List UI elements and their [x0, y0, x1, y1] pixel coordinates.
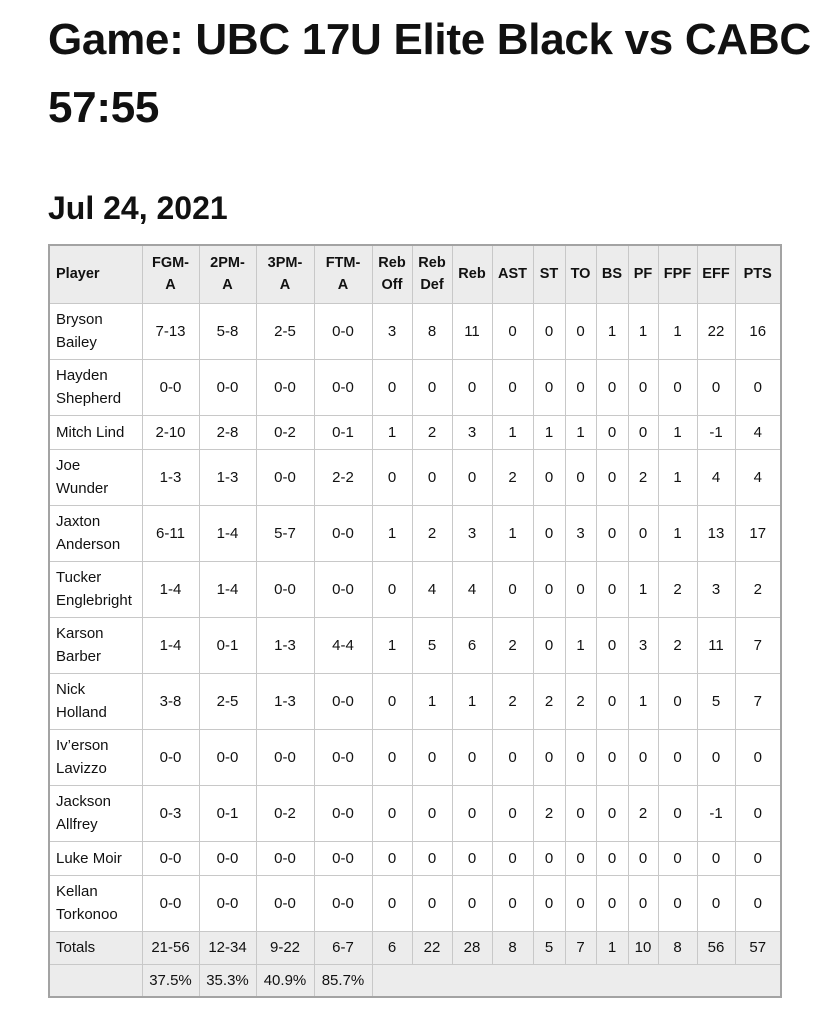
stat-cell-reb-def: 0 [412, 785, 452, 841]
total-cell-st: 5 [533, 931, 565, 964]
stat-cell-eff: 5 [697, 673, 735, 729]
table-body [49, 303, 781, 997]
stat-cell-2pm-a: 1-3 [199, 449, 256, 505]
table-row [49, 785, 781, 841]
stat-cell-reb-def: 5 [412, 617, 452, 673]
column-header-reb-def: Reb Def [412, 245, 452, 303]
stat-cell-reb-off: 0 [372, 841, 412, 875]
box-score-table [48, 244, 782, 998]
stat-cell-pf: 1 [628, 303, 658, 359]
stat-cell-fgm-a: 7-13 [142, 303, 199, 359]
stat-cell-to: 3 [565, 505, 596, 561]
table-header [49, 245, 781, 303]
stat-cell-to: 1 [565, 415, 596, 449]
stat-cell-2pm-a: 0-0 [199, 875, 256, 931]
stat-cell-bs: 0 [596, 359, 628, 415]
stat-cell-st: 0 [533, 505, 565, 561]
stat-cell-2pm-a: 0-0 [199, 359, 256, 415]
stat-cell-fgm-a: 6-11 [142, 505, 199, 561]
stat-cell-ast: 0 [492, 841, 533, 875]
total-cell-2pm-a: 12-34 [199, 931, 256, 964]
stat-cell-reb: 0 [452, 785, 492, 841]
pct-cell-3pm-a: 40.9% [256, 964, 314, 997]
player-name: Karson Barber [49, 617, 142, 673]
table-row [49, 303, 781, 359]
stat-cell-reb: 0 [452, 449, 492, 505]
table-row [49, 617, 781, 673]
player-name: Mitch Lind [49, 415, 142, 449]
stat-cell-ftm-a: 0-0 [314, 729, 372, 785]
stat-cell-reb-def: 0 [412, 875, 452, 931]
stat-cell-reb-def: 1 [412, 673, 452, 729]
stat-cell-reb-off: 1 [372, 505, 412, 561]
column-header-to: TO [565, 245, 596, 303]
stat-cell-to: 0 [565, 449, 596, 505]
stat-cell-eff: 13 [697, 505, 735, 561]
stat-cell-st: 2 [533, 785, 565, 841]
stat-cell-reb: 0 [452, 359, 492, 415]
percentage-row [49, 964, 781, 997]
table-row [49, 561, 781, 617]
column-header-3pm-a: 3PM- A [256, 245, 314, 303]
stat-cell-pts: 7 [735, 673, 781, 729]
total-cell-fgm-a: 21-56 [142, 931, 199, 964]
stat-cell-reb: 0 [452, 729, 492, 785]
stat-cell-pf: 0 [628, 359, 658, 415]
column-header-st: ST [533, 245, 565, 303]
stat-cell-fpf: 0 [658, 359, 697, 415]
stat-cell-reb-def: 0 [412, 359, 452, 415]
stat-cell-reb: 6 [452, 617, 492, 673]
column-header-reb: Reb [452, 245, 492, 303]
stat-cell-reb: 0 [452, 875, 492, 931]
player-name: Jaxton Anderson [49, 505, 142, 561]
stat-cell-bs: 0 [596, 673, 628, 729]
stat-cell-st: 0 [533, 561, 565, 617]
table-row [49, 415, 781, 449]
stat-cell-pts: 2 [735, 561, 781, 617]
stat-cell-fgm-a: 1-4 [142, 561, 199, 617]
column-header-ftm-a: FTM- A [314, 245, 372, 303]
stat-cell-fgm-a: 0-0 [142, 841, 199, 875]
table-row [49, 505, 781, 561]
stat-cell-fgm-a: 1-4 [142, 617, 199, 673]
column-header-pts: PTS [735, 245, 781, 303]
totals-row [49, 931, 781, 964]
stat-cell-pf: 1 [628, 673, 658, 729]
stat-cell-to: 0 [565, 785, 596, 841]
total-cell-fpf: 8 [658, 931, 697, 964]
stat-cell-fpf: 1 [658, 505, 697, 561]
stat-cell-fgm-a: 3-8 [142, 673, 199, 729]
total-cell-reb-def: 22 [412, 931, 452, 964]
stat-cell-3pm-a: 1-3 [256, 617, 314, 673]
stat-cell-ast: 1 [492, 505, 533, 561]
column-header-reb-off: Reb Off [372, 245, 412, 303]
stat-cell-3pm-a: 0-2 [256, 415, 314, 449]
stat-cell-reb-off: 0 [372, 359, 412, 415]
pct-cell-fgm-a: 37.5% [142, 964, 199, 997]
stat-cell-3pm-a: 5-7 [256, 505, 314, 561]
stat-cell-reb: 0 [452, 841, 492, 875]
stat-cell-fgm-a: 0-3 [142, 785, 199, 841]
stat-cell-pf: 2 [628, 449, 658, 505]
stat-cell-reb-off: 0 [372, 875, 412, 931]
stat-cell-to: 0 [565, 875, 596, 931]
stat-cell-2pm-a: 0-1 [199, 617, 256, 673]
stat-cell-to: 0 [565, 561, 596, 617]
stat-cell-pts: 0 [735, 841, 781, 875]
total-cell-pts: 57 [735, 931, 781, 964]
stat-cell-pf: 0 [628, 875, 658, 931]
stat-cell-eff: 3 [697, 561, 735, 617]
column-header-bs: BS [596, 245, 628, 303]
stat-cell-bs: 0 [596, 415, 628, 449]
stat-cell-ast: 2 [492, 617, 533, 673]
total-cell-reb-off: 6 [372, 931, 412, 964]
stat-cell-reb-off: 3 [372, 303, 412, 359]
stat-cell-bs: 0 [596, 561, 628, 617]
stat-cell-to: 0 [565, 303, 596, 359]
column-header-player: Player [49, 245, 142, 303]
stat-cell-fpf: 0 [658, 673, 697, 729]
player-name: Kellan Torkonoo [49, 875, 142, 931]
column-header-eff: EFF [697, 245, 735, 303]
stat-cell-pf: 0 [628, 841, 658, 875]
stat-cell-3pm-a: 0-0 [256, 729, 314, 785]
stat-cell-ftm-a: 2-2 [314, 449, 372, 505]
pct-cell-ftm-a: 85.7% [314, 964, 372, 997]
stat-cell-fpf: 1 [658, 449, 697, 505]
page-title: Game: UBC 17U Elite Black vs CABC 57:55 [48, 15, 811, 132]
stat-cell-2pm-a: 1-4 [199, 561, 256, 617]
stat-cell-bs: 0 [596, 729, 628, 785]
stat-cell-reb-def: 0 [412, 841, 452, 875]
stat-cell-reb-def: 2 [412, 415, 452, 449]
stat-cell-ast: 2 [492, 673, 533, 729]
column-header-fgm-a: FGM- A [142, 245, 199, 303]
stat-cell-2pm-a: 5-8 [199, 303, 256, 359]
stat-cell-pts: 17 [735, 505, 781, 561]
stat-cell-fpf: 2 [658, 561, 697, 617]
stat-cell-ast: 0 [492, 875, 533, 931]
player-name: Nick Holland [49, 673, 142, 729]
stat-cell-reb-off: 1 [372, 617, 412, 673]
stat-cell-reb-off: 1 [372, 415, 412, 449]
stat-cell-pf: 0 [628, 729, 658, 785]
stat-cell-pts: 4 [735, 449, 781, 505]
stat-cell-reb-off: 0 [372, 449, 412, 505]
column-header-pf: PF [628, 245, 658, 303]
stat-cell-reb-off: 0 [372, 561, 412, 617]
stat-cell-ast: 0 [492, 359, 533, 415]
stat-cell-eff: 22 [697, 303, 735, 359]
stat-cell-3pm-a: 0-2 [256, 785, 314, 841]
stat-cell-st: 0 [533, 875, 565, 931]
stat-cell-st: 0 [533, 359, 565, 415]
stat-cell-2pm-a: 0-0 [199, 841, 256, 875]
stat-cell-ast: 0 [492, 561, 533, 617]
stat-cell-pf: 0 [628, 505, 658, 561]
stat-cell-reb: 1 [452, 673, 492, 729]
total-cell-3pm-a: 9-22 [256, 931, 314, 964]
stat-cell-3pm-a: 0-0 [256, 841, 314, 875]
stat-cell-pts: 0 [735, 359, 781, 415]
stat-cell-ftm-a: 0-0 [314, 561, 372, 617]
stat-cell-eff: 0 [697, 875, 735, 931]
stat-cell-pf: 0 [628, 415, 658, 449]
stat-cell-to: 1 [565, 617, 596, 673]
stat-cell-to: 2 [565, 673, 596, 729]
stat-cell-pts: 0 [735, 729, 781, 785]
player-name: Luke Moir [49, 841, 142, 875]
stat-cell-reb-off: 0 [372, 729, 412, 785]
stat-cell-reb-def: 8 [412, 303, 452, 359]
total-cell-reb: 28 [452, 931, 492, 964]
stat-cell-ftm-a: 0-1 [314, 415, 372, 449]
stat-cell-pts: 0 [735, 875, 781, 931]
stat-cell-fpf: 0 [658, 785, 697, 841]
total-cell-eff: 56 [697, 931, 735, 964]
stat-cell-3pm-a: 0-0 [256, 875, 314, 931]
stat-cell-reb: 11 [452, 303, 492, 359]
stat-cell-st: 2 [533, 673, 565, 729]
stat-cell-ftm-a: 0-0 [314, 841, 372, 875]
total-cell-bs: 1 [596, 931, 628, 964]
stat-cell-st: 0 [533, 841, 565, 875]
stat-cell-fgm-a: 2-10 [142, 415, 199, 449]
total-cell-ast: 8 [492, 931, 533, 964]
stat-cell-pts: 4 [735, 415, 781, 449]
stat-cell-eff: -1 [697, 415, 735, 449]
column-header-2pm-a: 2PM- A [199, 245, 256, 303]
stat-cell-fpf: 0 [658, 841, 697, 875]
stat-cell-pf: 2 [628, 785, 658, 841]
stat-cell-ftm-a: 0-0 [314, 303, 372, 359]
pct-cell-2pm-a: 35.3% [199, 964, 256, 997]
stat-cell-st: 0 [533, 729, 565, 785]
stat-cell-reb-def: 0 [412, 729, 452, 785]
stat-cell-3pm-a: 0-0 [256, 449, 314, 505]
stat-cell-bs: 0 [596, 785, 628, 841]
stat-cell-2pm-a: 0-1 [199, 785, 256, 841]
player-name: Hayden Shepherd [49, 359, 142, 415]
stat-cell-fpf: 1 [658, 415, 697, 449]
stat-cell-eff: 4 [697, 449, 735, 505]
table-row [49, 449, 781, 505]
stat-cell-pf: 3 [628, 617, 658, 673]
stat-cell-ast: 1 [492, 415, 533, 449]
stat-cell-bs: 0 [596, 505, 628, 561]
stat-cell-fpf: 1 [658, 303, 697, 359]
stat-cell-2pm-a: 0-0 [199, 729, 256, 785]
stat-cell-fpf: 0 [658, 729, 697, 785]
stat-cell-eff: 0 [697, 729, 735, 785]
stat-cell-to: 0 [565, 359, 596, 415]
stat-cell-pts: 16 [735, 303, 781, 359]
stat-cell-bs: 0 [596, 875, 628, 931]
table-row [49, 729, 781, 785]
stat-cell-ftm-a: 0-0 [314, 505, 372, 561]
stat-cell-fgm-a: 0-0 [142, 729, 199, 785]
table-row [49, 673, 781, 729]
stat-cell-ftm-a: 4-4 [314, 617, 372, 673]
stat-cell-st: 0 [533, 617, 565, 673]
player-name: Joe Wunder [49, 449, 142, 505]
stat-cell-2pm-a: 2-8 [199, 415, 256, 449]
stat-cell-st: 0 [533, 303, 565, 359]
stat-cell-st: 0 [533, 449, 565, 505]
totals-label: Totals [49, 931, 142, 964]
column-header-fpf: FPF [658, 245, 697, 303]
stat-cell-to: 0 [565, 729, 596, 785]
stat-cell-ftm-a: 0-0 [314, 875, 372, 931]
game-date: Jul 24, 2021 [48, 190, 228, 226]
stat-cell-st: 1 [533, 415, 565, 449]
stat-cell-ftm-a: 0-0 [314, 359, 372, 415]
stat-cell-2pm-a: 1-4 [199, 505, 256, 561]
stat-cell-to: 0 [565, 841, 596, 875]
player-name: Tucker Englebright [49, 561, 142, 617]
stat-cell-3pm-a: 1-3 [256, 673, 314, 729]
table-row [49, 875, 781, 931]
player-name: Jackson Allfrey [49, 785, 142, 841]
stat-cell-fgm-a: 0-0 [142, 875, 199, 931]
stat-cell-fpf: 0 [658, 875, 697, 931]
stat-cell-ftm-a: 0-0 [314, 673, 372, 729]
stat-cell-bs: 0 [596, 841, 628, 875]
stat-cell-pts: 0 [735, 785, 781, 841]
stat-cell-reb-off: 0 [372, 785, 412, 841]
player-name: Iv’erson Lavizzo [49, 729, 142, 785]
stat-cell-fgm-a: 1-3 [142, 449, 199, 505]
stat-cell-ftm-a: 0-0 [314, 785, 372, 841]
total-cell-to: 7 [565, 931, 596, 964]
table-row [49, 841, 781, 875]
stat-cell-reb: 3 [452, 505, 492, 561]
total-cell-pf: 10 [628, 931, 658, 964]
stat-cell-ast: 0 [492, 729, 533, 785]
stat-cell-eff: 0 [697, 359, 735, 415]
stat-cell-bs: 0 [596, 617, 628, 673]
stat-cell-3pm-a: 0-0 [256, 561, 314, 617]
stat-cell-bs: 0 [596, 449, 628, 505]
stat-cell-reb: 3 [452, 415, 492, 449]
empty-cell [372, 964, 781, 997]
stat-cell-reb: 4 [452, 561, 492, 617]
column-header-ast: AST [492, 245, 533, 303]
stat-cell-ast: 0 [492, 785, 533, 841]
stat-cell-reb-def: 2 [412, 505, 452, 561]
stat-cell-ast: 0 [492, 303, 533, 359]
stat-cell-reb-def: 0 [412, 449, 452, 505]
stat-cell-3pm-a: 0-0 [256, 359, 314, 415]
total-cell-ftm-a: 6-7 [314, 931, 372, 964]
stat-cell-reb-off: 0 [372, 673, 412, 729]
stat-cell-fgm-a: 0-0 [142, 359, 199, 415]
stat-cell-eff: 0 [697, 841, 735, 875]
stat-cell-pts: 7 [735, 617, 781, 673]
stat-cell-reb-def: 4 [412, 561, 452, 617]
player-name: Bryson Bailey [49, 303, 142, 359]
stat-cell-bs: 1 [596, 303, 628, 359]
stat-cell-pf: 1 [628, 561, 658, 617]
stat-cell-fpf: 2 [658, 617, 697, 673]
stat-cell-eff: -1 [697, 785, 735, 841]
stat-cell-3pm-a: 2-5 [256, 303, 314, 359]
table-row [49, 359, 781, 415]
stat-cell-eff: 11 [697, 617, 735, 673]
empty-cell [49, 964, 142, 997]
stat-cell-ast: 2 [492, 449, 533, 505]
stat-cell-2pm-a: 2-5 [199, 673, 256, 729]
